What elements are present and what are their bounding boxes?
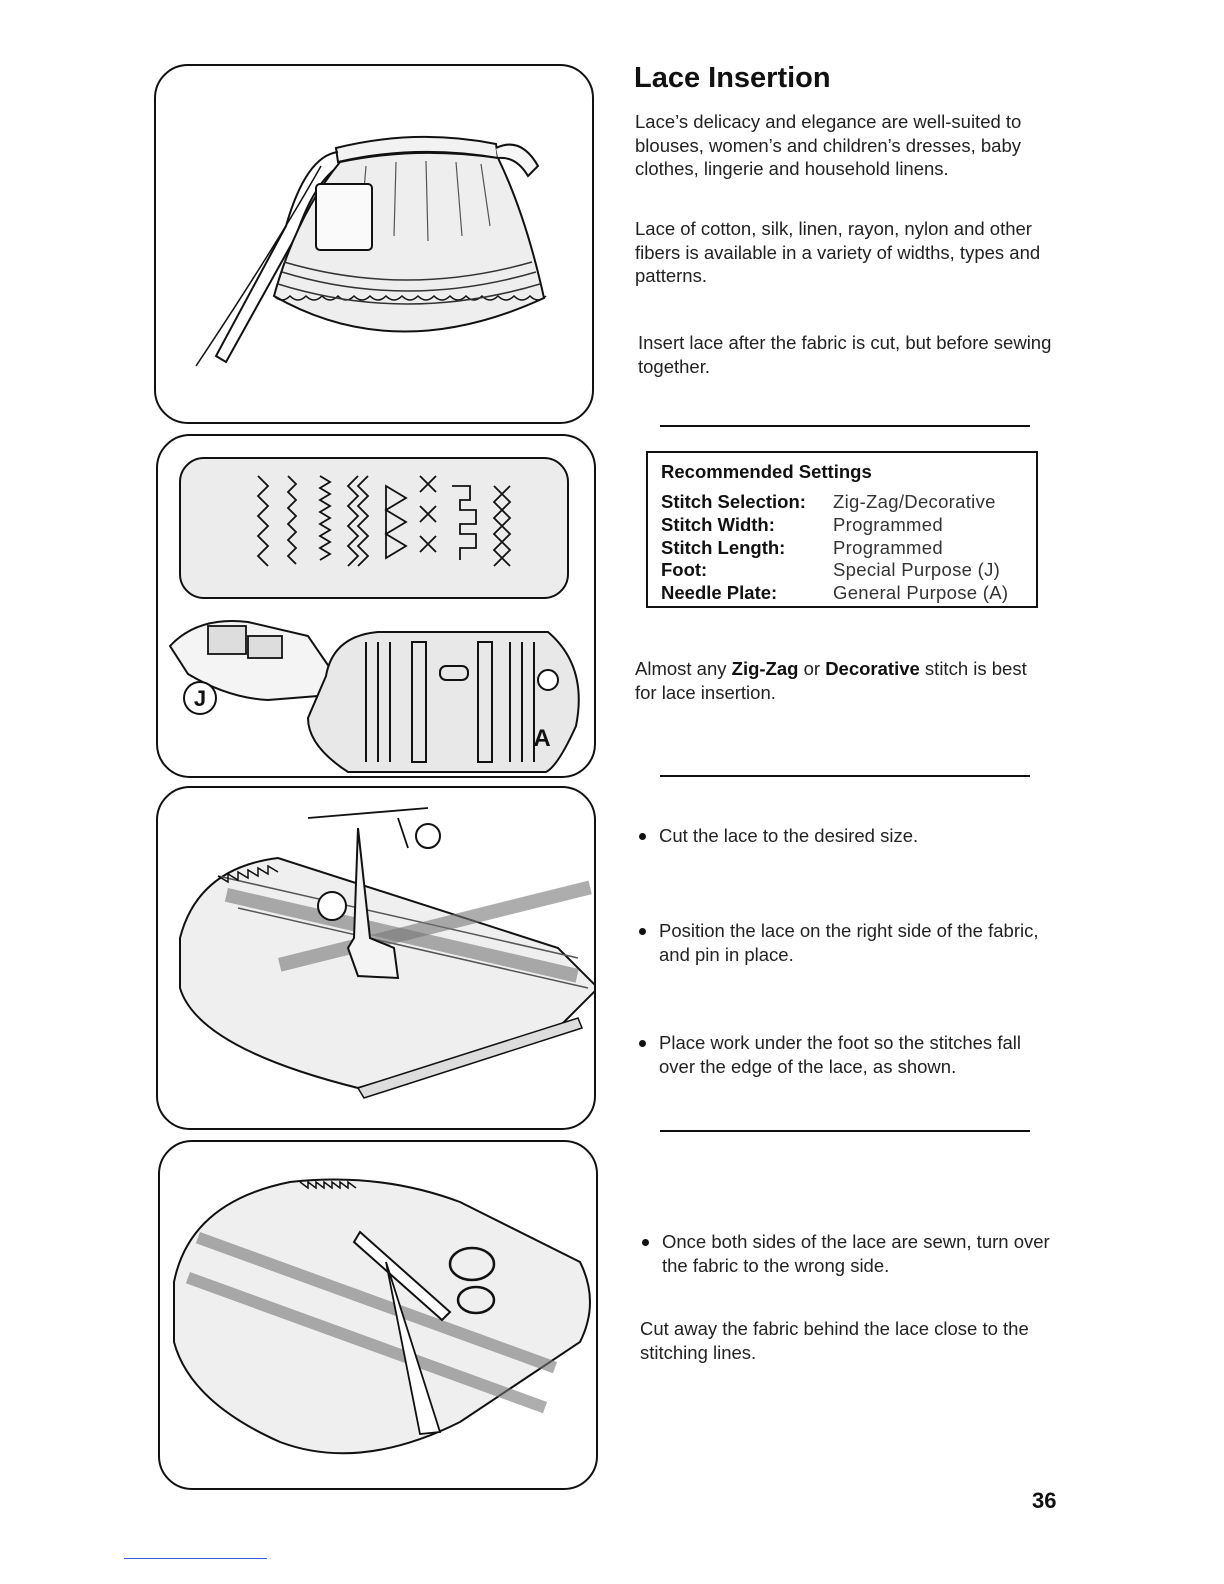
settings-value: General Purpose (A) (833, 582, 1009, 604)
intro-paragraph-1: Lace’s delicacy and elegance are well-suited to blouses, women’s and children’s dresses, baby clothes, lingerie and household linens. (635, 111, 1022, 179)
settings-table (661, 491, 1008, 605)
step-bullet (637, 824, 1057, 848)
section-divider (660, 775, 1030, 777)
stitch-recommendation (635, 657, 1035, 704)
settings-row (661, 537, 1008, 560)
step-text: Cut the lace to the desired size. (659, 825, 919, 846)
page-title: Lace Insertion (634, 62, 831, 94)
stitch-note-suffix: stitch is best for lace insertion. (635, 658, 1027, 703)
bullet-dot (639, 1040, 646, 1047)
stitch-foot-plate-illustration (158, 436, 594, 776)
settings-value: Programmed (833, 536, 943, 558)
step-text: Position the lace on the right side of the fabric, and pin in place. (659, 920, 1039, 965)
step-text: Place work under the foot so the stitches fall over the edge of the lace, as shown. (659, 1032, 1021, 1077)
stitch-note-mid: or (798, 658, 826, 679)
section-divider (660, 1130, 1030, 1132)
final-instruction: Cut away the fabric behind the lace close to the stitching lines. (640, 1318, 1029, 1363)
stitch-foot-plate-panel (156, 434, 596, 778)
section-divider (660, 425, 1030, 427)
page-number: 36 (1032, 1488, 1057, 1513)
recommended-settings-box (646, 451, 1038, 608)
foot-label: J (193, 686, 207, 711)
settings-label: Foot: (661, 559, 708, 581)
settings-label: Needle Plate: (661, 582, 778, 604)
settings-value: Special Purpose (J) (833, 559, 1001, 581)
apron-illustration-panel (154, 64, 594, 424)
stitch-note-zigzag: Zig-Zag (731, 658, 799, 679)
stitch-note-prefix: Almost any (635, 658, 732, 679)
step-bullet (637, 1031, 1057, 1078)
settings-value: Zig-Zag/Decorative (833, 491, 996, 512)
stitch-note-decorative: Decorative (825, 658, 920, 679)
intro-paragraph-2: Lace of cotton, silk, linen, rayon, nylon and other fibers is available in a variety of widths, types and patterns. (635, 218, 1041, 286)
bullet-dot (639, 833, 646, 840)
apron-illustration (156, 66, 592, 422)
step-text: Once both sides of the lace are sewn, turn over the fabric to the wrong side. (662, 1231, 1050, 1276)
settings-row (661, 514, 1008, 537)
bullet-dot (639, 928, 646, 935)
trim-fabric-panel (158, 1140, 598, 1490)
intro-paragraph-3: Insert lace after the fabric is cut, but before sewing together. (638, 332, 1052, 377)
settings-row (661, 491, 1008, 514)
sewing-lace-panel (156, 786, 596, 1130)
settings-label: Stitch Selection: (661, 491, 806, 512)
bullet-dot (642, 1239, 649, 1246)
footer-rule (124, 1558, 267, 1559)
settings-label: Stitch Width: (661, 513, 775, 535)
sewing-lace-illustration (158, 788, 594, 1128)
trim-fabric-illustration (160, 1142, 596, 1488)
plate-label: A (533, 725, 551, 752)
step-bullet (640, 1230, 1060, 1277)
settings-row (661, 582, 1008, 605)
settings-label: Stitch Length: (661, 536, 786, 558)
settings-heading: Recommended Settings (661, 461, 872, 482)
step-bullet (637, 919, 1057, 966)
settings-value: Programmed (833, 513, 943, 535)
settings-row (661, 559, 1008, 582)
